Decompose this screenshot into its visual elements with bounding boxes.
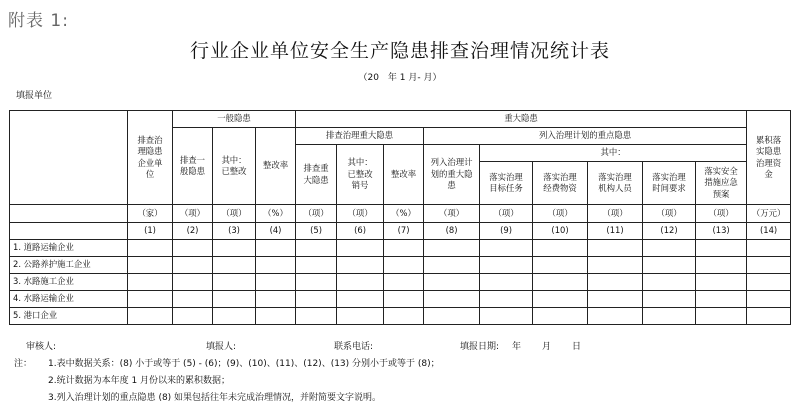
column-index-cell: (11) — [588, 223, 643, 240]
data-cell[interactable] — [256, 308, 296, 325]
header-cumulative-funds: 累积落实隐患治理资金 — [747, 111, 791, 205]
column-index-cell: (14) — [747, 223, 791, 240]
table-row — [10, 240, 791, 257]
data-cell[interactable] — [128, 291, 173, 308]
data-cell[interactable] — [384, 257, 424, 274]
data-cell[interactable] — [128, 308, 173, 325]
header-time: 落实治理时间要求 — [643, 162, 696, 205]
header-general-rate: 整改率 — [256, 128, 296, 205]
data-cell[interactable] — [643, 240, 696, 257]
data-cell[interactable] — [173, 274, 213, 291]
header-reporting-unit: 排查治理隐患企业单位 — [128, 111, 173, 205]
data-cell[interactable] — [747, 240, 791, 257]
data-cell[interactable] — [256, 257, 296, 274]
column-index-row — [10, 223, 791, 240]
row-label: 1. 道路运输企业 — [10, 240, 128, 257]
data-cell[interactable] — [173, 308, 213, 325]
column-index-cell: (8) — [424, 223, 480, 240]
row-label: 4. 水路运输企业 — [10, 291, 128, 308]
unit-cell: （项） — [337, 205, 384, 223]
data-cell[interactable] — [424, 257, 480, 274]
table-row — [10, 291, 791, 308]
data-cell[interactable] — [533, 291, 588, 308]
note-3: 3.列入治理计划的重点隐患 (8) 如果包括往年未完成治理情况，并附简要文字说明。 — [48, 393, 382, 403]
data-cell[interactable] — [588, 291, 643, 308]
data-cell[interactable] — [384, 274, 424, 291]
unit-cell: （项） — [588, 205, 643, 223]
table-row — [10, 274, 791, 291]
data-cell[interactable] — [747, 274, 791, 291]
header-general-hazards: 一般隐患 — [173, 111, 296, 128]
data-cell[interactable] — [480, 240, 533, 257]
data-cell[interactable] — [480, 257, 533, 274]
column-index-cell: (2) — [173, 223, 213, 240]
header-of-which: 其中： — [480, 145, 747, 162]
data-cell[interactable] — [747, 308, 791, 325]
unit-cell: （%） — [384, 205, 424, 223]
unit-row — [10, 205, 791, 223]
note-1: 1.表中数据关系：(8) 小于或等于 (5) - (6)；(9)、(10)、(11)、(12)、(13) 分别小于或等于 (8)； — [48, 359, 440, 369]
unit-cell: （项） — [173, 205, 213, 223]
table-row — [10, 308, 791, 325]
data-cell[interactable] — [696, 240, 747, 257]
column-index-cell: (13) — [696, 223, 747, 240]
header-major-listed: 列入治理计划的重点隐患 — [424, 128, 747, 145]
unit-cell: （%） — [256, 205, 296, 223]
reviewer-label: 审核人: — [26, 342, 57, 352]
header-measures: 落实安全措施应急预案 — [696, 162, 747, 205]
header-row-1 — [10, 111, 791, 128]
filler-label: 填报人: — [206, 342, 237, 352]
data-cell[interactable] — [643, 257, 696, 274]
data-cell[interactable] — [533, 257, 588, 274]
data-cell[interactable] — [213, 240, 256, 257]
header-major-rate: 整改率 — [384, 145, 424, 205]
header-blank-cell — [10, 111, 128, 205]
header-funds: 落实治理经费物资 — [533, 162, 588, 205]
data-cell[interactable] — [747, 291, 791, 308]
data-cell[interactable] — [643, 291, 696, 308]
data-cell[interactable] — [424, 274, 480, 291]
data-cell[interactable] — [128, 257, 173, 274]
note-2: 2.统计数据为本年度 1 月份以来的累积数据； — [48, 376, 231, 386]
date-label: 填报日期: — [460, 342, 500, 352]
data-cell[interactable] — [480, 308, 533, 325]
data-cell[interactable] — [296, 257, 337, 274]
header-goal: 落实治理目标任务 — [480, 162, 533, 205]
data-cell[interactable] — [424, 291, 480, 308]
data-cell[interactable] — [384, 308, 424, 325]
data-cell[interactable] — [337, 257, 384, 274]
data-cell[interactable] — [337, 274, 384, 291]
unit-cell: （项） — [424, 205, 480, 223]
data-cell[interactable] — [588, 257, 643, 274]
unit-cell: （万元） — [747, 205, 791, 223]
form-title: 行业企业单位安全生产隐患排查治理情况统计表 — [189, 40, 610, 62]
column-index-cell: (7) — [384, 223, 424, 240]
date-day: 日 — [572, 342, 582, 352]
column-index-cell: (5) — [296, 223, 337, 240]
data-cell[interactable] — [588, 274, 643, 291]
data-cell[interactable] — [213, 274, 256, 291]
row-label: 2. 公路养护施工企业 — [10, 257, 128, 274]
data-cell[interactable] — [213, 291, 256, 308]
unit-cell: （家） — [128, 205, 173, 223]
data-cell[interactable] — [696, 274, 747, 291]
reporting-unit-label: 填报单位 — [16, 91, 53, 101]
data-cell[interactable] — [173, 291, 213, 308]
header-major-investigated: 排查治理重大隐患 — [296, 128, 424, 145]
data-cell[interactable] — [533, 274, 588, 291]
header-major-hazards: 重大隐患 — [296, 111, 747, 128]
data-cell[interactable] — [213, 257, 256, 274]
data-cell[interactable] — [128, 274, 173, 291]
unit-cell: （项） — [213, 205, 256, 223]
data-cell[interactable] — [213, 308, 256, 325]
date-year: 年 — [512, 342, 522, 352]
unit-cell: （项） — [533, 205, 588, 223]
header-general-rectified: 其中：已整改 — [213, 128, 256, 205]
data-cell[interactable] — [533, 308, 588, 325]
data-cell[interactable] — [588, 240, 643, 257]
data-cell[interactable] — [643, 274, 696, 291]
unit-cell: （项） — [643, 205, 696, 223]
data-cell[interactable] — [384, 240, 424, 257]
header-staff: 落实治理机构人员 — [588, 162, 643, 205]
index-blank-cell — [10, 223, 128, 240]
unit-blank-cell — [10, 205, 128, 223]
data-cell[interactable] — [384, 291, 424, 308]
phone-label: 联系电话: — [334, 342, 374, 352]
data-cell[interactable] — [296, 308, 337, 325]
data-cell[interactable] — [256, 240, 296, 257]
column-index-cell: (9) — [480, 223, 533, 240]
unit-cell: （项） — [296, 205, 337, 223]
notes-label: 注： — [14, 359, 33, 369]
table-row — [10, 257, 791, 274]
unit-cell: （项） — [696, 205, 747, 223]
data-cell[interactable] — [128, 240, 173, 257]
data-cell[interactable] — [256, 274, 296, 291]
data-cell[interactable] — [337, 291, 384, 308]
date-month: 月 — [542, 342, 552, 352]
data-cell[interactable] — [480, 291, 533, 308]
data-cell[interactable] — [337, 240, 384, 257]
data-cell[interactable] — [173, 240, 213, 257]
data-cell[interactable] — [424, 308, 480, 325]
header-major-cancelled: 其中：已整改销号 — [337, 145, 384, 205]
data-cell[interactable] — [424, 240, 480, 257]
data-cell[interactable] — [696, 308, 747, 325]
header-major-count: 排查重大隐患 — [296, 145, 337, 205]
header-listed-count: 列入治理计划的重大隐患 — [424, 145, 480, 205]
row-label: 3. 水路施工企业 — [10, 274, 128, 291]
data-cell[interactable] — [643, 308, 696, 325]
statistics-table — [9, 110, 791, 325]
column-index-cell: (1) — [128, 223, 173, 240]
data-cell[interactable] — [747, 257, 791, 274]
report-period: （20 年 1 月- 月） — [358, 73, 442, 83]
data-cell[interactable] — [296, 274, 337, 291]
data-cell[interactable] — [696, 291, 747, 308]
data-cell[interactable] — [173, 257, 213, 274]
header-general-investigated: 排查一般隐患 — [173, 128, 213, 205]
data-cell[interactable] — [588, 308, 643, 325]
unit-cell: （项） — [480, 205, 533, 223]
column-index-cell: (6) — [337, 223, 384, 240]
data-cell[interactable] — [296, 291, 337, 308]
data-cell[interactable] — [256, 291, 296, 308]
data-cell[interactable] — [696, 257, 747, 274]
column-index-cell: (4) — [256, 223, 296, 240]
data-cell[interactable] — [533, 240, 588, 257]
data-cell[interactable] — [480, 274, 533, 291]
column-index-cell: (10) — [533, 223, 588, 240]
appendix-label: 附表 1: — [8, 11, 69, 31]
data-cell[interactable] — [337, 308, 384, 325]
row-label: 5. 港口企业 — [10, 308, 128, 325]
column-index-cell: (3) — [213, 223, 256, 240]
data-cell[interactable] — [296, 240, 337, 257]
column-index-cell: (12) — [643, 223, 696, 240]
